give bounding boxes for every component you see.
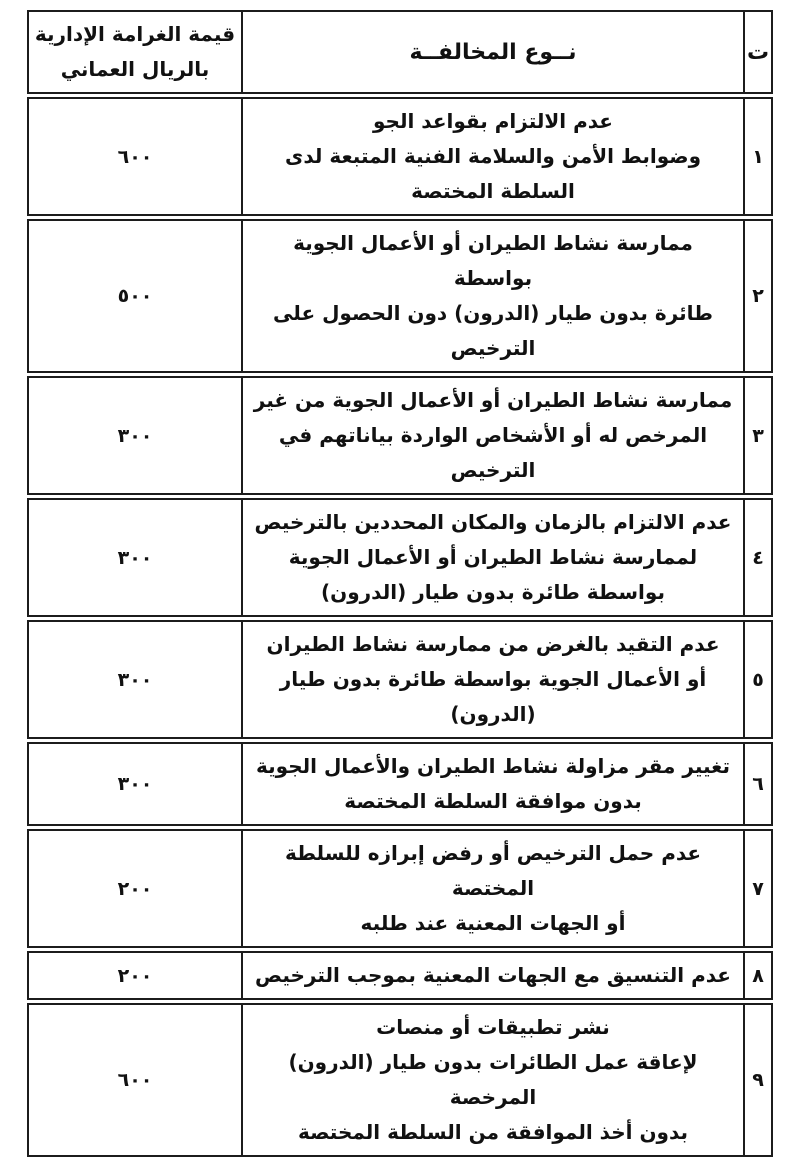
- cell-violation-description: [243, 744, 743, 824]
- cell-fine-amount: ٦٠٠: [29, 99, 243, 214]
- table-row: [27, 498, 773, 617]
- cell-fine-amount: ٣٠٠: [29, 500, 243, 615]
- cell-serial-number: ٢: [743, 221, 771, 371]
- cell-violation-description: [243, 953, 743, 998]
- table-row: [27, 97, 773, 216]
- fines-table: [27, 10, 773, 1157]
- violation-line: عدم التقيد بالغرض من ممارسة نشاط الطيران: [266, 632, 720, 656]
- cell-serial-number: ٨: [743, 953, 771, 998]
- cell-violation-description: [243, 1005, 743, 1155]
- cell-serial-number: ٤: [743, 500, 771, 615]
- cell-fine-amount: ٣٠٠: [29, 378, 243, 493]
- violation-line: نشر تطبيقات أو منصات: [376, 1015, 610, 1039]
- cell-violation-description: [243, 99, 743, 214]
- table-header-row: [27, 10, 773, 94]
- cell-fine-amount: ٥٠٠: [29, 221, 243, 371]
- violation-line: لممارسة نشاط الطيران أو الأعمال الجوية: [288, 545, 698, 569]
- cell-fine-amount: ٦٠٠: [29, 1005, 243, 1155]
- violation-line: بواسطة طائرة بدون طيار (الدرون): [321, 580, 665, 604]
- violation-line: المرخص له أو الأشخاص الواردة بياناتهم في الترخيص: [278, 423, 708, 482]
- cell-serial-number: ٦: [743, 744, 771, 824]
- violation-line: تغيير مقر مزاولة نشاط الطيران والأعمال الجوية: [256, 754, 730, 778]
- header-cell-fine: [29, 12, 243, 92]
- cell-serial-number: ٩: [743, 1005, 771, 1155]
- violation-line: أو الجهات المعنية عند طلبه: [360, 911, 626, 935]
- cell-violation-description: [243, 500, 743, 615]
- violation-line: عدم الالتزام بالزمان والمكان المحددين بالترخيص: [254, 510, 732, 534]
- cell-fine-amount: ٢٠٠: [29, 953, 243, 998]
- cell-violation-description: [243, 221, 743, 371]
- violation-line: ممارسة نشاط الطيران أو الأعمال الجوية بواسطة: [293, 231, 693, 290]
- violation-line: طائرة بدون طيار (الدرون) دون الحصول على الترخيص: [273, 301, 713, 360]
- header-fine-label-line2: بالريال العماني: [60, 57, 210, 81]
- violation-line: وضوابط الأمن والسلامة الفنية المتبعة لدى السلطة المختصة: [285, 144, 701, 203]
- cell-serial-number: ١: [743, 99, 771, 214]
- violation-line: ممارسة نشاط الطيران أو الأعمال الجوية من غير: [253, 388, 733, 412]
- table-row: [27, 829, 773, 948]
- cell-fine-amount: ٣٠٠: [29, 744, 243, 824]
- cell-serial-number: ٣: [743, 378, 771, 493]
- table-row: [27, 951, 773, 1000]
- violation-line: عدم التنسيق مع الجهات المعنية بموجب الترخيص: [255, 963, 731, 987]
- violation-line: بدون موافقة السلطة المختصة: [344, 789, 642, 813]
- violation-line: أو الأعمال الجوية بواسطة طائرة بدون طيار (الدرون): [279, 667, 707, 726]
- table-row: [27, 620, 773, 739]
- table-row: [27, 219, 773, 373]
- cell-violation-description: [243, 831, 743, 946]
- table-row: [27, 376, 773, 495]
- violation-line: لإعاقة عمل الطائرات بدون طيار (الدرون) المرخصة: [288, 1050, 698, 1109]
- cell-fine-amount: ٢٠٠: [29, 831, 243, 946]
- cell-fine-amount: ٣٠٠: [29, 622, 243, 737]
- header-serial-label: ت: [746, 39, 770, 65]
- header-cell-serial: [743, 12, 771, 92]
- table-row: [27, 742, 773, 826]
- table-row: [27, 1003, 773, 1157]
- cell-serial-number: ٥: [743, 622, 771, 737]
- violation-line: عدم حمل الترخيص أو رفض إبرازه للسلطة المختصة: [284, 841, 702, 900]
- header-fine-label-line1: قيمة الغرامة الإدارية: [34, 22, 236, 46]
- header-violation-label: نــوع المخالفــة: [409, 39, 577, 65]
- violation-line: عدم الالتزام بقواعد الجو: [373, 109, 613, 133]
- violation-line: بدون أخذ الموافقة من السلطة المختصة: [297, 1120, 689, 1144]
- cell-serial-number: ٧: [743, 831, 771, 946]
- header-cell-violation: [243, 12, 743, 92]
- cell-violation-description: [243, 378, 743, 493]
- cell-violation-description: [243, 622, 743, 737]
